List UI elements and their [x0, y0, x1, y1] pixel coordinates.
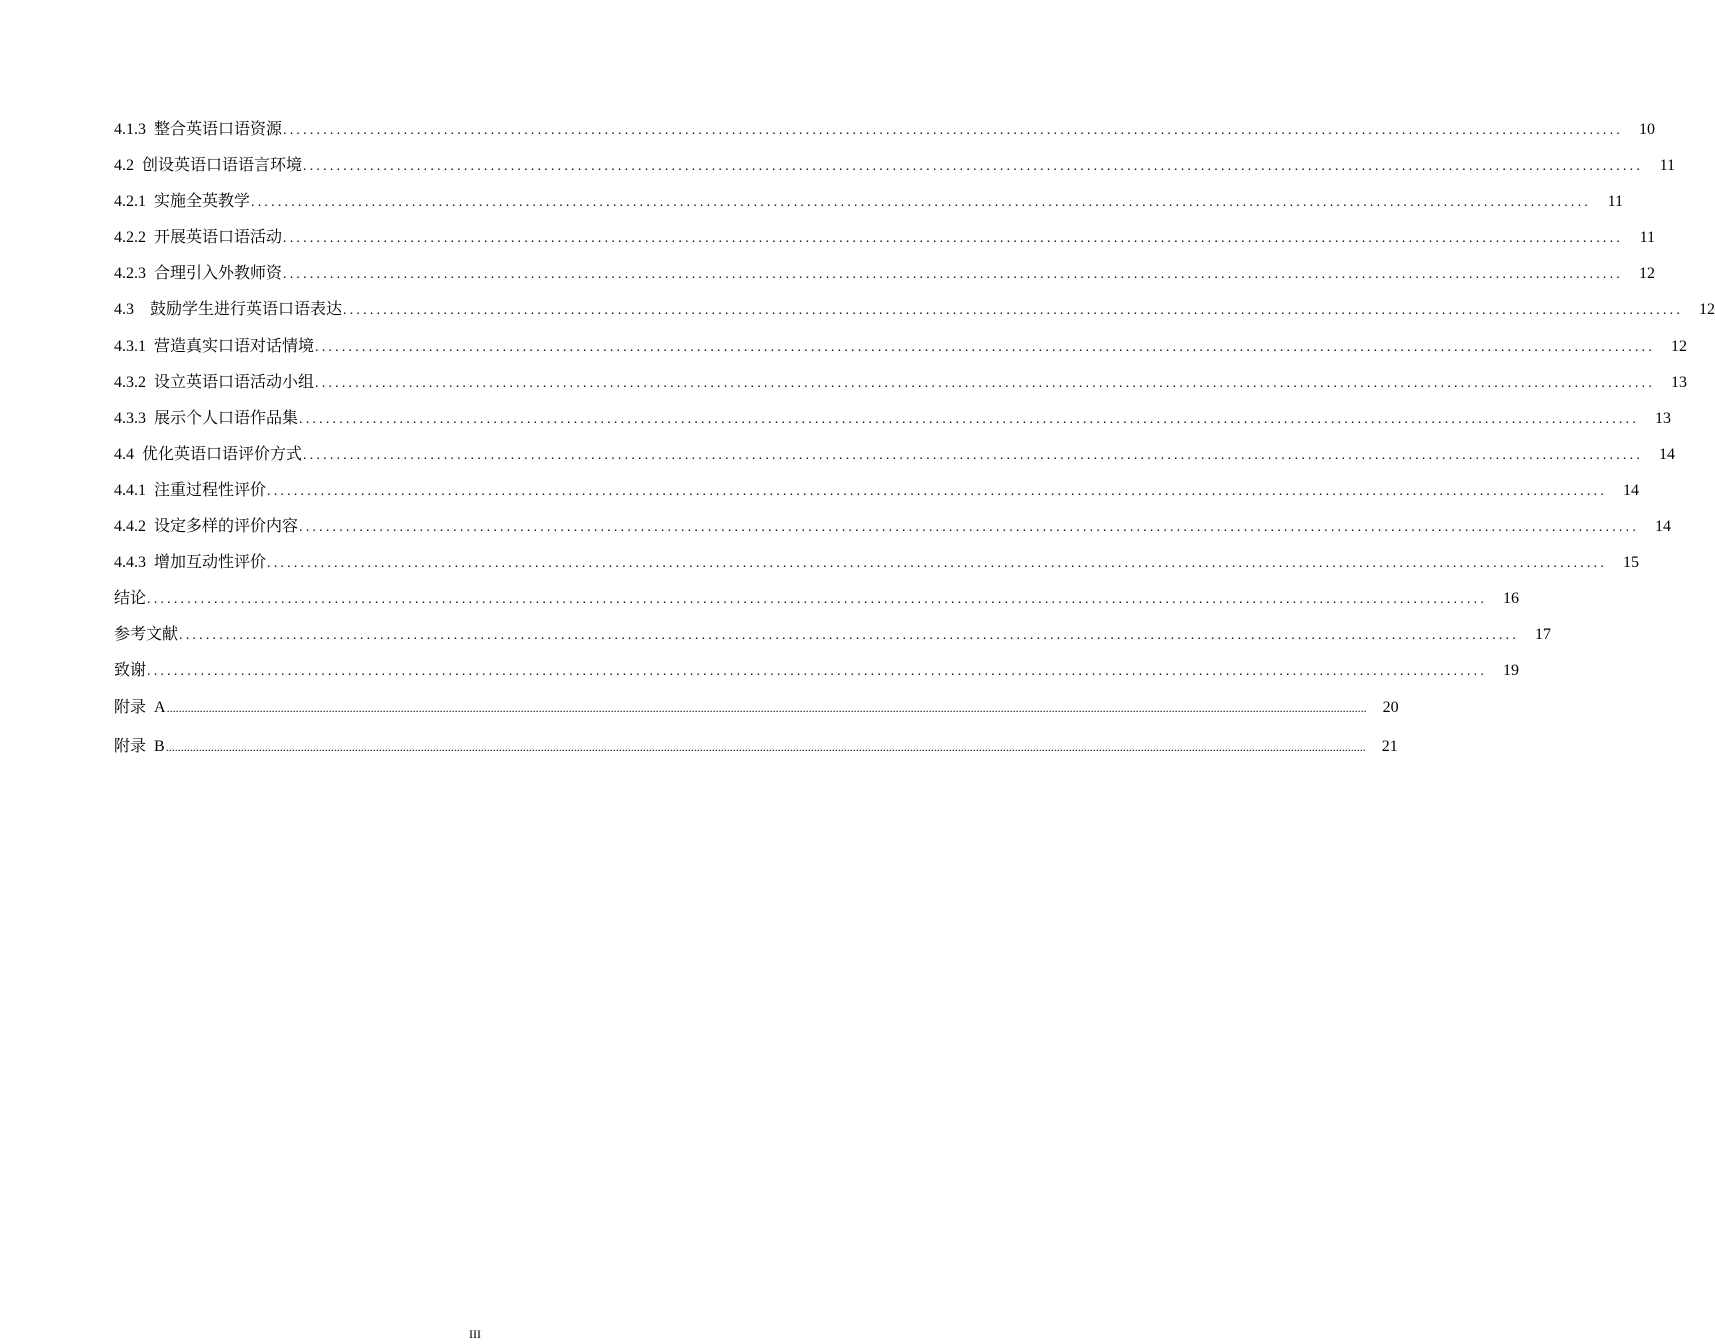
toc-entry-page: 20 [1382, 698, 1399, 716]
toc-entry[interactable] [114, 116, 1656, 152]
toc-dot-leader: ........................................................................................................................................................................................................ [283, 231, 1624, 247]
toc-entry-title: 附录 B [114, 737, 165, 755]
toc-entry[interactable] [114, 477, 1640, 513]
toc-entry[interactable] [114, 585, 1520, 621]
toc-dot-leader: ........................................................................................................................................................................................................ [315, 375, 1656, 391]
toc-entry-title: 4.3.3 展示个人口语作品集 [114, 409, 299, 427]
toc-entry-page: 21 [1381, 737, 1398, 755]
toc-entry[interactable] [114, 260, 1656, 296]
toc-dot-leader: ........................................................................................................................................................................................................ [179, 628, 1520, 644]
toc-entry-title: 4.4.2 设定多样的评价内容 [114, 518, 299, 536]
toc-dot-leader: ........................................................................................................................................................................................................ [303, 447, 1644, 463]
toc-entry-page: 12 [1639, 265, 1656, 283]
toc-entry-title: 4.1.3 整合英语口语资源 [114, 121, 283, 138]
toc-entry-title: 4.2 创设英语口语语言环境 [114, 157, 303, 175]
toc-entry-page: 10 [1639, 121, 1656, 138]
toc-entry-page: 13 [1671, 373, 1688, 391]
toc-entry-title: 4.2.2 开展英语口语活动 [114, 229, 283, 247]
toc-entry-page: 13 [1655, 409, 1672, 427]
toc-entry-page: 17 [1535, 626, 1552, 644]
toc-dot-leader: ........................................................................................................................................................................................................ [299, 520, 1640, 536]
toc-entry-title: 附录 A [114, 698, 166, 716]
toc-entry-page: 11 [1639, 229, 1656, 247]
toc-entry[interactable] [114, 188, 1624, 224]
toc-dot-leader: ........................................................................................................................................................................................................ [147, 664, 1488, 680]
toc-entry[interactable] [114, 224, 1656, 260]
toc-entry[interactable] [114, 621, 1552, 657]
toc-dot-leader: ........................................................................................................................................................................................................ [267, 556, 1608, 572]
toc-entry-page: 19 [1503, 662, 1520, 680]
toc-entry-page: 12 [1699, 301, 1715, 319]
toc-entry-title: 4.4.1 注重过程性评价 [114, 481, 267, 499]
toc-dot-leader: ........................................................................................................................................................................................................ [315, 339, 1656, 355]
toc-entry-title: 参考文献 [114, 626, 179, 644]
toc-dot-leader: ........................................................................................................................................................................................................ [267, 483, 1608, 499]
toc-entry[interactable] [114, 405, 1672, 441]
toc-entry-title: 4.3 鼓励学生进行英语口语表达 [114, 301, 343, 319]
toc-entry-title: 4.2.3 合理引入外教师资 [114, 265, 283, 283]
toc-dot-leader: ........................................................................................................................................................................................................ [303, 159, 1644, 175]
toc-entry-page: 16 [1503, 590, 1520, 608]
toc-entry-title: 致谢 [114, 662, 147, 680]
toc-entry[interactable] [114, 333, 1688, 369]
toc-entry[interactable] [114, 513, 1672, 549]
toc-entry[interactable] [114, 657, 1520, 693]
toc-entry[interactable] [114, 369, 1688, 405]
table-of-contents [114, 116, 1715, 772]
toc-dot-leader: ........................................................................................................................................................................................................ [147, 592, 1488, 608]
toc-entry[interactable] [114, 296, 1715, 332]
toc-entry-page: 14 [1659, 445, 1676, 463]
toc-dot-leader: ........................................................................................................................................................................................................ [283, 123, 1624, 138]
toc-entry-page: 14 [1655, 518, 1672, 536]
toc-dot-leader: ................................................................................................................................................................................................................................................................................................................................................................................................................ [165, 739, 1366, 754]
toc-entry-title: 4.4 优化英语口语评价方式 [114, 445, 303, 463]
toc-dot-leader: ........................................................................................................................................................................................................ [251, 195, 1592, 211]
toc-dot-leader: ................................................................................................................................................................................................................................................................................................................................................................................................................ [166, 700, 1367, 715]
toc-entry-page: 15 [1623, 554, 1640, 572]
toc-entry-title: 结论 [114, 590, 147, 608]
toc-entry-page: 14 [1623, 481, 1640, 499]
toc-entry[interactable] [114, 152, 1676, 188]
toc-entry[interactable] [114, 694, 1399, 733]
toc-entry-page: 12 [1671, 337, 1688, 355]
toc-dot-leader: ........................................................................................................................................................................................................ [299, 411, 1640, 427]
toc-entry[interactable] [114, 733, 1398, 772]
toc-dot-leader: ........................................................................................................................................................................................................ [343, 303, 1684, 319]
toc-entry-page: 11 [1607, 193, 1624, 211]
toc-entry-title: 4.2.1 实施全英教学 [114, 193, 251, 211]
toc-dot-leader: ........................................................................................................................................................................................................ [283, 267, 1624, 283]
toc-entry[interactable] [114, 549, 1640, 585]
toc-entry-title: 4.4.3 增加互动性评价 [114, 554, 267, 572]
toc-entry-page: 11 [1659, 157, 1676, 175]
toc-entry-title: 4.3.1 营造真实口语对话情境 [114, 337, 315, 355]
page-number: III [469, 1327, 481, 1341]
toc-entry[interactable] [114, 441, 1676, 477]
toc-entry-title: 4.3.2 设立英语口语活动小组 [114, 373, 315, 391]
